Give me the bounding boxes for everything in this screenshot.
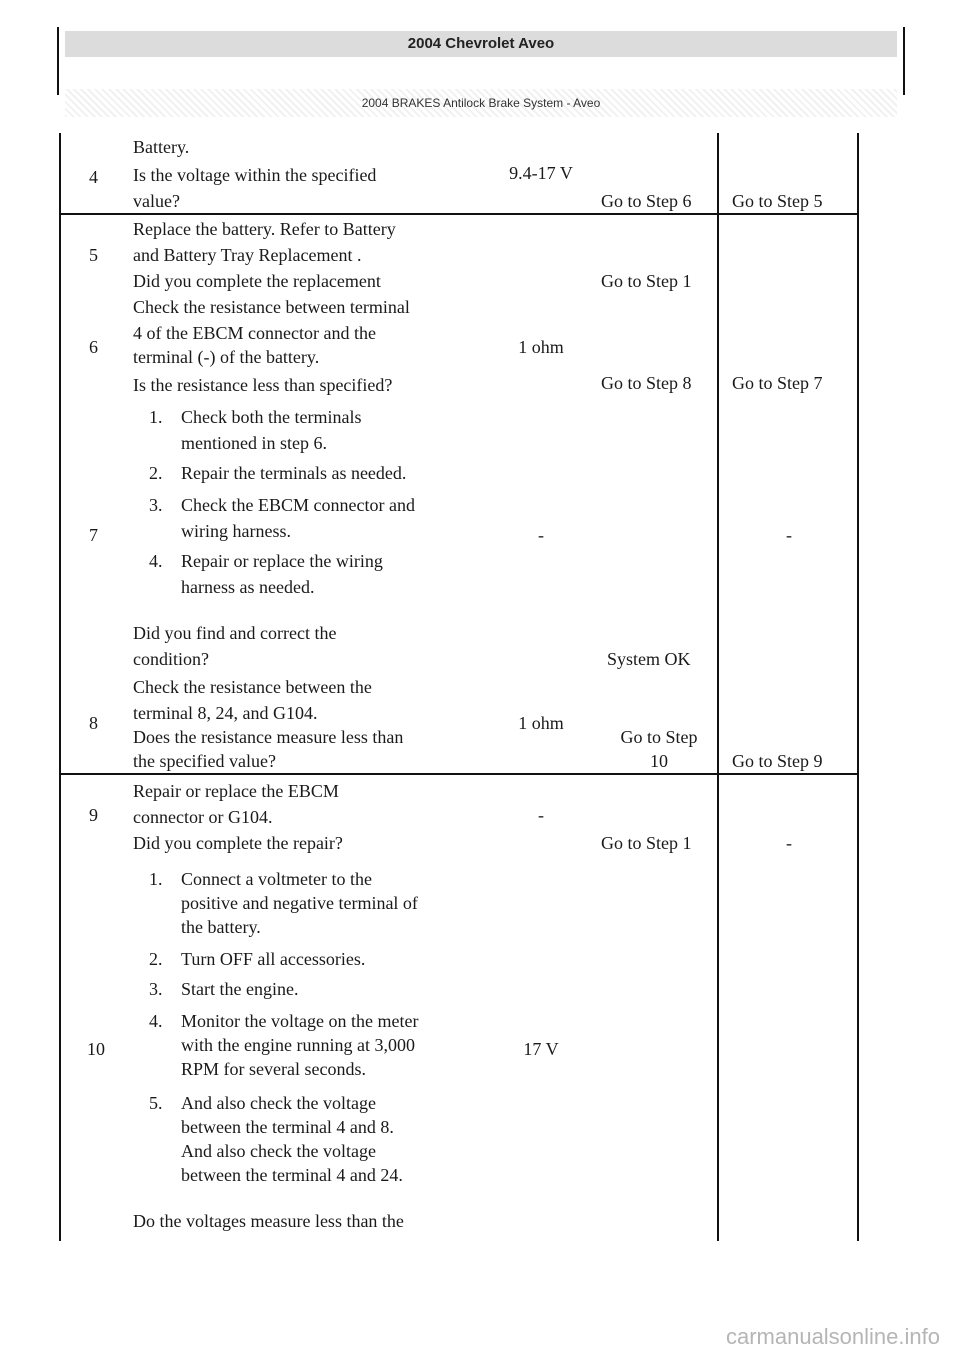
question-line: Do the voltages measure less than the — [133, 1211, 404, 1231]
row-divider — [61, 213, 857, 215]
list-number: 2. — [149, 949, 163, 969]
no-action: - — [786, 525, 792, 545]
spec-value: 17 V — [523, 1039, 559, 1059]
list-line: And also check the voltage — [181, 1093, 376, 1113]
action-line: value? — [133, 191, 180, 211]
list-number: 4. — [149, 551, 163, 571]
list-line: Start the engine. — [181, 979, 299, 999]
yes-action: Go to Step — [620, 727, 698, 747]
document-title: 2004 Chevrolet Aveo — [65, 31, 897, 57]
action-line: 4 of the EBCM connector and the — [133, 323, 376, 343]
list-number: 3. — [149, 495, 163, 515]
list-line: Turn OFF all accessories. — [181, 949, 366, 969]
list-line: Monitor the voltage on the meter — [181, 1011, 419, 1031]
list-number: 4. — [149, 1011, 163, 1031]
spec-value: 1 ohm — [518, 713, 564, 733]
no-action: Go to Step 7 — [732, 373, 823, 393]
yes-action: 10 — [650, 751, 668, 771]
action-line: the specified value? — [133, 751, 276, 771]
list-line: Check the EBCM connector and — [181, 495, 415, 515]
action-line: Does the resistance measure less than — [133, 727, 404, 747]
action-line: Did you complete the repair? — [133, 833, 343, 853]
action-line: terminal 8, 24, and G104. — [133, 703, 318, 723]
diagnostic-table — [59, 133, 859, 1241]
step-number: 9 — [89, 805, 98, 825]
action-line: Check the resistance between the — [133, 677, 372, 697]
step-number: 10 — [87, 1039, 105, 1059]
list-line: Connect a voltmeter to the — [181, 869, 372, 889]
no-action: Go to Step 5 — [732, 191, 823, 211]
list-number: 3. — [149, 979, 163, 999]
list-line: between the terminal 4 and 24. — [181, 1165, 403, 1185]
spec-value: - — [538, 805, 544, 825]
row-divider — [61, 773, 857, 775]
list-number: 5. — [149, 1093, 163, 1113]
no-action: Go to Step 9 — [732, 751, 823, 771]
step-number: 4 — [89, 167, 98, 187]
action-line: Is the resistance less than specified? — [133, 375, 393, 395]
list-line: And also check the voltage — [181, 1141, 376, 1161]
list-number: 2. — [149, 463, 163, 483]
yes-action: Go to Step 8 — [601, 373, 692, 393]
list-line: RPM for several seconds. — [181, 1059, 366, 1079]
list-number: 1. — [149, 869, 163, 889]
spec-value: - — [538, 525, 544, 545]
watermark: carmanualsonline.info — [725, 1324, 940, 1349]
list-line: between the terminal 4 and 8. — [181, 1117, 394, 1137]
step-number: 8 — [89, 713, 98, 733]
step-number: 6 — [89, 337, 98, 357]
question-line: Did you find and correct the — [133, 623, 337, 643]
action-line: terminal (-) of the battery. — [133, 347, 320, 367]
list-line: Check both the terminals — [181, 407, 362, 427]
no-action: - — [786, 833, 792, 853]
step-number: 7 — [89, 525, 98, 545]
document-subtitle: 2004 BRAKES Antilock Brake System - Aveo — [65, 89, 897, 117]
list-line: wiring harness. — [181, 521, 291, 541]
list-line: mentioned in step 6. — [181, 433, 327, 453]
list-line: the battery. — [181, 917, 261, 937]
question-line: condition? — [133, 649, 209, 669]
spec-value: 9.4-17 V — [509, 163, 573, 183]
list-line: with the engine running at 3,000 — [181, 1035, 415, 1055]
step-number: 5 — [89, 245, 98, 265]
list-line: harness as needed. — [181, 577, 315, 597]
document-header — [57, 27, 905, 110]
column-divider-yes-no — [717, 133, 719, 1241]
spec-value: 1 ohm — [518, 337, 564, 357]
action-line: connector or G104. — [133, 807, 273, 827]
list-number: 1. — [149, 407, 163, 427]
list-line: Repair or replace the wiring — [181, 551, 383, 571]
action-line: Check the resistance between terminal — [133, 297, 410, 317]
action-line: Replace the battery. Refer to Battery — [133, 219, 396, 239]
action-line: Battery. — [133, 137, 190, 157]
yes-action: Go to Step 1 — [601, 271, 692, 291]
action-line: Is the voltage within the specified — [133, 165, 377, 185]
yes-action: Go to Step 6 — [601, 191, 692, 211]
action-line: and Battery Tray Replacement . — [133, 245, 362, 265]
yes-action: Go to Step 1 — [601, 833, 692, 853]
list-line: Repair the terminals as needed. — [181, 463, 407, 483]
list-line: positive and negative terminal of — [181, 893, 418, 913]
yes-action: System OK — [607, 649, 691, 669]
action-line: Did you complete the replacement — [133, 271, 381, 291]
action-line: Repair or replace the EBCM — [133, 781, 339, 801]
